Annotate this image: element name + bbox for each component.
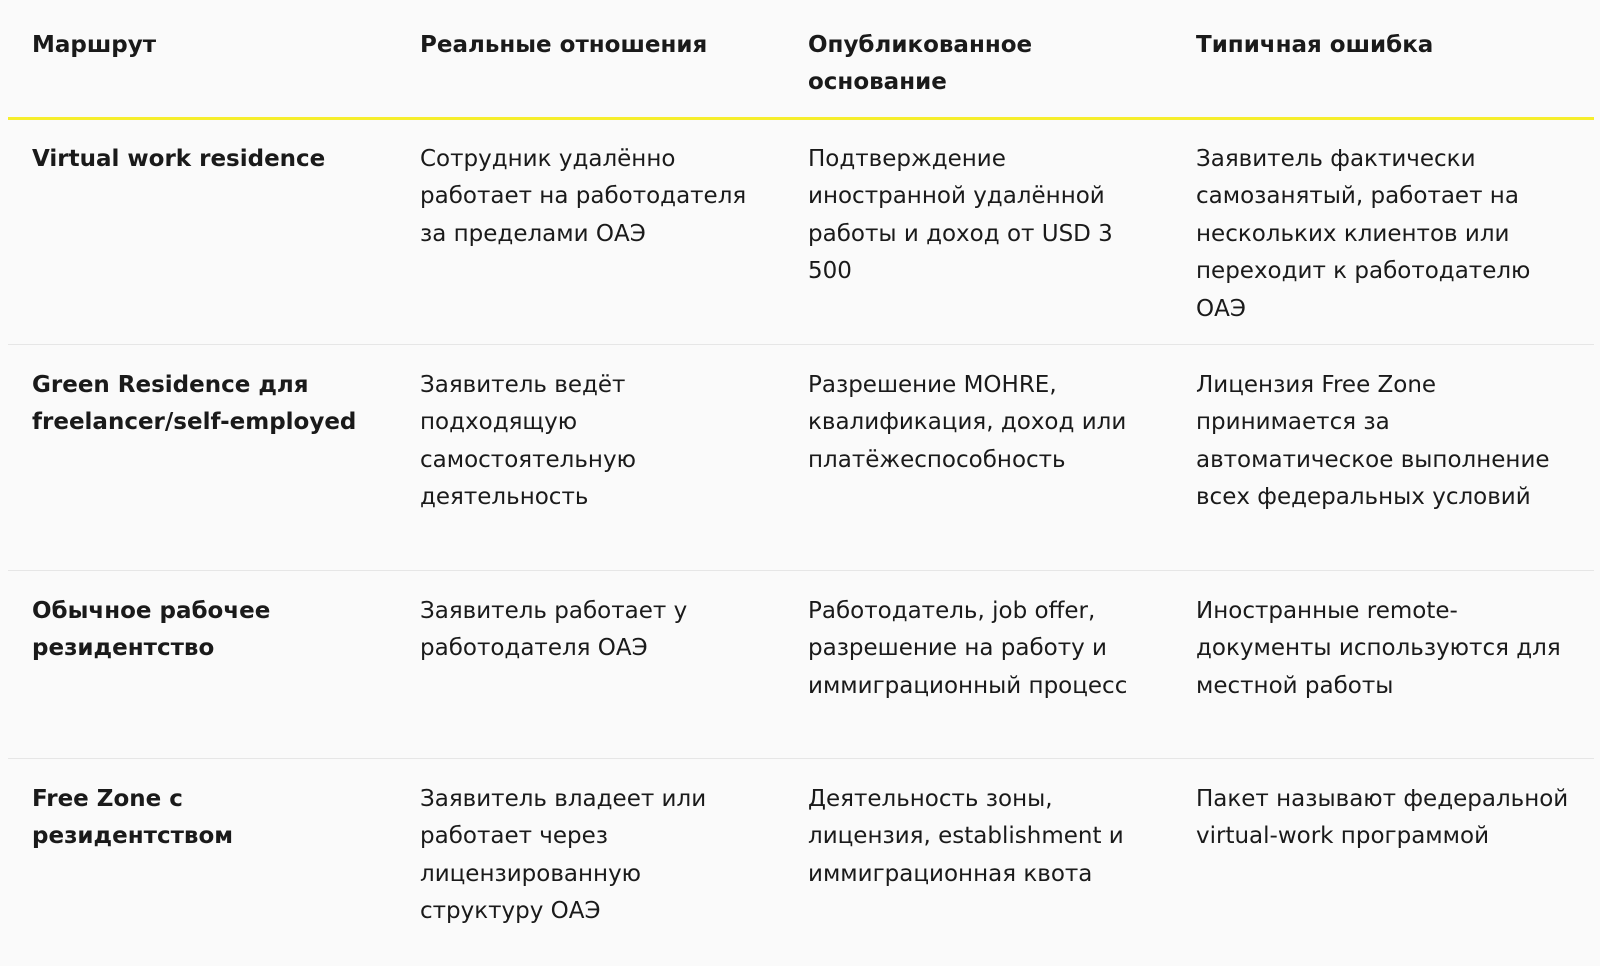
relation-cell: Заявитель владеет или работает через лицензированную структуру ОАЭ [420, 786, 707, 925]
comparison-table [8, 0, 1594, 964]
route-cell: Обычное рабочее резидентство [32, 598, 271, 662]
header-relation: Реальные отношения [420, 32, 708, 58]
route-cell: Free Zone с резидентством [32, 786, 234, 850]
route-cell: Virtual work residence [32, 146, 326, 172]
route-cell: Green Residence для freelancer/self-employed [32, 372, 357, 436]
mistake-cell: Пакет называют федеральной virtual-work программой [1196, 786, 1569, 850]
table-header-row [8, 0, 1594, 120]
relation-cell: Заявитель работает у работодателя ОАЭ [420, 598, 688, 662]
header-mistake: Типичная ошибка [1196, 32, 1434, 58]
table-row [8, 345, 1594, 571]
table-row [8, 571, 1594, 759]
header-route: Маршрут [32, 32, 157, 58]
basis-cell: Подтверждение иностранной удалённой работы и доход от USD 3 500 [808, 146, 1113, 285]
mistake-cell: Иностранные remote-документы используются для местной работы [1196, 598, 1561, 699]
basis-cell: Разрешение MOHRE, квалификация, доход или платёжеспособность [808, 372, 1127, 473]
relation-cell: Сотрудник удалённо работает на работодателя за пределами ОАЭ [420, 146, 747, 247]
relation-cell: Заявитель ведёт подходящую самостоятельную деятельность [420, 372, 636, 511]
mistake-cell: Заявитель фактически самозанятый, работает на нескольких клиентов или переходит к работодателю ОАЭ [1196, 146, 1531, 322]
table-row [8, 120, 1594, 345]
mistake-cell: Лицензия Free Zone принимается за автоматическое выполнение всех федеральных условий [1196, 372, 1550, 511]
table-row [8, 759, 1594, 964]
header-basis: Опубликованное основание [808, 32, 1033, 96]
basis-cell: Работодатель, job offer, разрешение на работу и иммиграционный процесс [808, 598, 1128, 699]
basis-cell: Деятельность зоны, лицензия, establishment и иммиграционная квота [808, 786, 1124, 887]
